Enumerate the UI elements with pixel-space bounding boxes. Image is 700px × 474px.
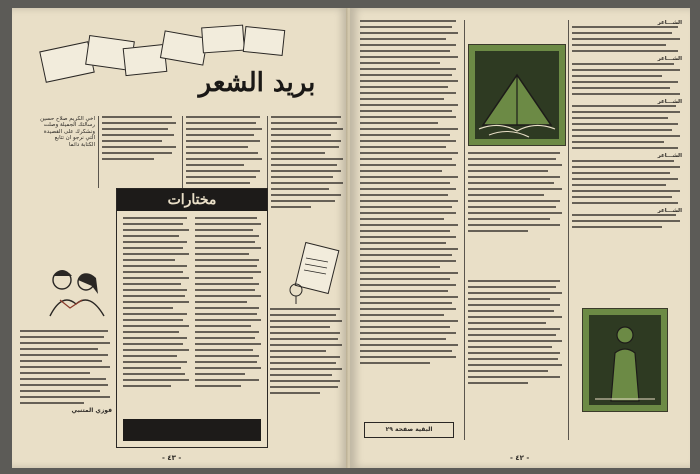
column-rule: [182, 116, 183, 188]
intro-line: الكتابة دائما: [68, 141, 95, 148]
left-column-2: [102, 116, 180, 186]
dialogue-label: الشـــاعر: [657, 207, 682, 214]
page-title: بريد الشعر: [198, 68, 316, 98]
intro-line: التي نرجو ان تتابع: [54, 135, 95, 142]
right-column-3: [572, 20, 682, 310]
column-rule: [568, 20, 569, 440]
intro-line: رسالتك الجميلة وصلت: [43, 122, 95, 129]
intro-line: ونشكرك على القصيدة: [43, 128, 95, 135]
left-column-4: [271, 116, 343, 244]
continued-box: [364, 422, 454, 438]
continued-label: البقية صفحة ٢٩: [385, 426, 433, 433]
selections-title: مختارات: [117, 189, 267, 211]
dialogue-label: الشـــاعر: [657, 153, 682, 160]
page-number: - ٤٢ -: [510, 454, 530, 462]
right-page: [350, 8, 690, 468]
page-number: - ٤٣ -: [162, 454, 182, 462]
author-signature: فوزي المتنبي: [71, 407, 112, 414]
selections-box: [116, 188, 268, 448]
envelope-icon: [201, 25, 245, 54]
couple-illustration: [40, 256, 112, 326]
dialogue-label: الشـــاعر: [657, 20, 682, 26]
right-column-1: [360, 20, 460, 440]
left-page: [12, 8, 348, 468]
dialogue-label: الشـــاعر: [657, 56, 682, 63]
intro-line: أخي الكريم صلاح حسين: [40, 116, 95, 122]
right-column-2: [468, 152, 564, 272]
column-rule: [464, 20, 465, 440]
left-column-1: [20, 116, 95, 186]
figure-illustration: [582, 308, 668, 412]
dialogue-label: الشـــاعر: [657, 98, 682, 105]
column-rule: [98, 116, 99, 188]
tent-illustration: [468, 44, 566, 146]
right-lower-column: [270, 308, 344, 438]
right-column-2b: [468, 280, 564, 418]
quill-letter-illustration: [282, 236, 342, 306]
left-lower-column: [20, 330, 112, 440]
envelope-icon: [243, 26, 285, 56]
